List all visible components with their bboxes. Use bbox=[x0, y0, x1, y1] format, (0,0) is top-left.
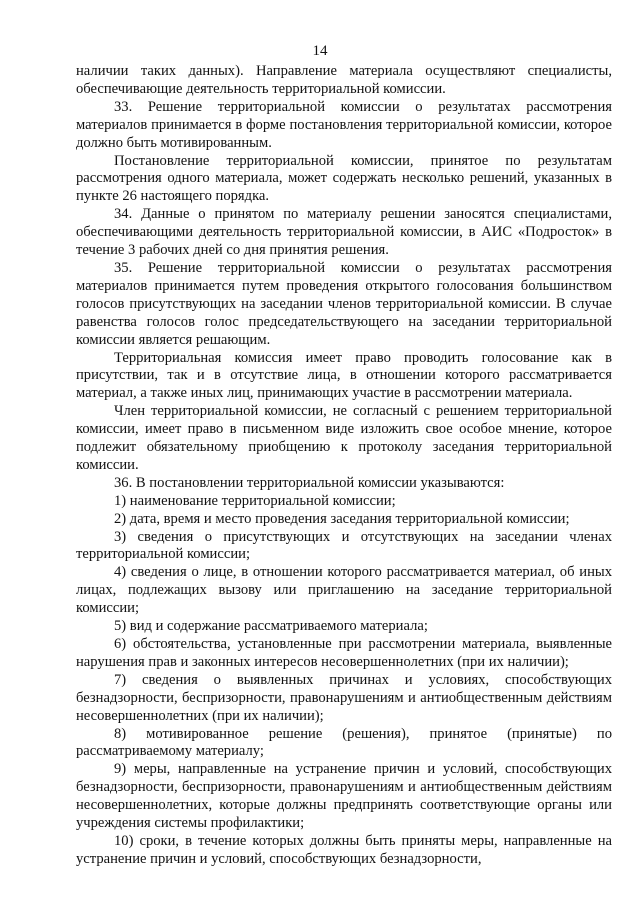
paragraph-item-34: 34. Данные о принятом по материалу решении заносятся специалистами, обеспечивающими деятельность территориальной комиссии, в АИС «Подросток» в течение 3 рабочих дней со дня принятия решения. bbox=[76, 206, 612, 259]
list-item: 6) обстоятельства, установленные при рассмотрении материала, выявленные нарушения прав и законных интересов несовершеннолетних (при их наличии); bbox=[76, 636, 612, 670]
paragraph-item-35: 35. Решение территориальной комиссии о результатах рассмотрения материалов принимается путем проведения открытого голосования большинством голосов присутствующих на заседании членов территориальной комиссии. В случае равенства голосов голос председательствующего на заседании территориальной комиссии является решающим. bbox=[76, 259, 612, 348]
list-item: 8) мотивированное решение (решения), принятое (принятые) по рассматриваемому материалу; bbox=[76, 725, 612, 760]
list-item: 5) вид и содержание рассматриваемого материала; bbox=[114, 618, 428, 635]
list-item: 2) дата, время и место проведения заседания территориальной комиссии; bbox=[114, 510, 570, 527]
document-body bbox=[76, 63, 612, 869]
list-item: 7) сведения о выявленных причинах и условиях, способствующих безнадзорности, беспризорности, правонарушениям и антиобщественным действиям несовершеннолетних (при их наличии); bbox=[76, 671, 612, 724]
paragraph-item-36: 36. В постановлении территориальной комиссии указываются: bbox=[114, 474, 505, 491]
list-item: 4) сведения о лице, в отношении которого рассматривается материал, об иных лицах, подлежащих вызову или приглашению на заседание территориальной комиссии; bbox=[76, 564, 612, 617]
paragraph-item-33: 33. Решение территориальной комиссии о результатах рассмотрения материалов принимается в форме постановления территориальной комиссии, которое должно быть мотивированным. bbox=[76, 98, 612, 151]
paragraph: Член территориальной комиссии, не согласный с решением территориальной комиссии, имеет право в письменном виде изложить свое особое мнение, которое подлежит обязательному приобщению к протоколу заседания территориальной комиссии. bbox=[76, 403, 612, 473]
paragraph-continuation: наличии таких данных). Направление материала осуществляют специалисты, обеспечивающие деятельность территориальной комиссии. bbox=[76, 63, 612, 97]
page-number: 14 bbox=[312, 43, 328, 59]
paragraph: Постановление территориальной комиссии, принятое по результатам рассмотрения одного материала, может содержать несколько решений, указанных в пункте 26 настоящего порядка. bbox=[76, 152, 612, 205]
paragraph: Территориальная комиссия имеет право проводить голосование как в присутствии, так и в отсутствие лица, в отношении которого рассматривается материал, а также иных лиц, принимающих участие в рассмотрении материала. bbox=[76, 349, 612, 402]
list-item: 10) сроки, в течение которых должны быть приняты меры, направленные на устранение причин и условий, способствующих безнадзорности, bbox=[76, 832, 612, 867]
list-item: 1) наименование территориальной комиссии; bbox=[114, 492, 396, 509]
list-item: 9) меры, направленные на устранение причин и условий, способствующих безнадзорности, беспризорности, правонарушениям и антиобщественным действиям несовершеннолетних, которые должны предпринять соответствующие органы или учреждения системы профилактики; bbox=[76, 761, 612, 832]
list-item: 3) сведения о присутствующих и отсутствующих на заседании членах территориальной комиссии; bbox=[76, 528, 612, 563]
